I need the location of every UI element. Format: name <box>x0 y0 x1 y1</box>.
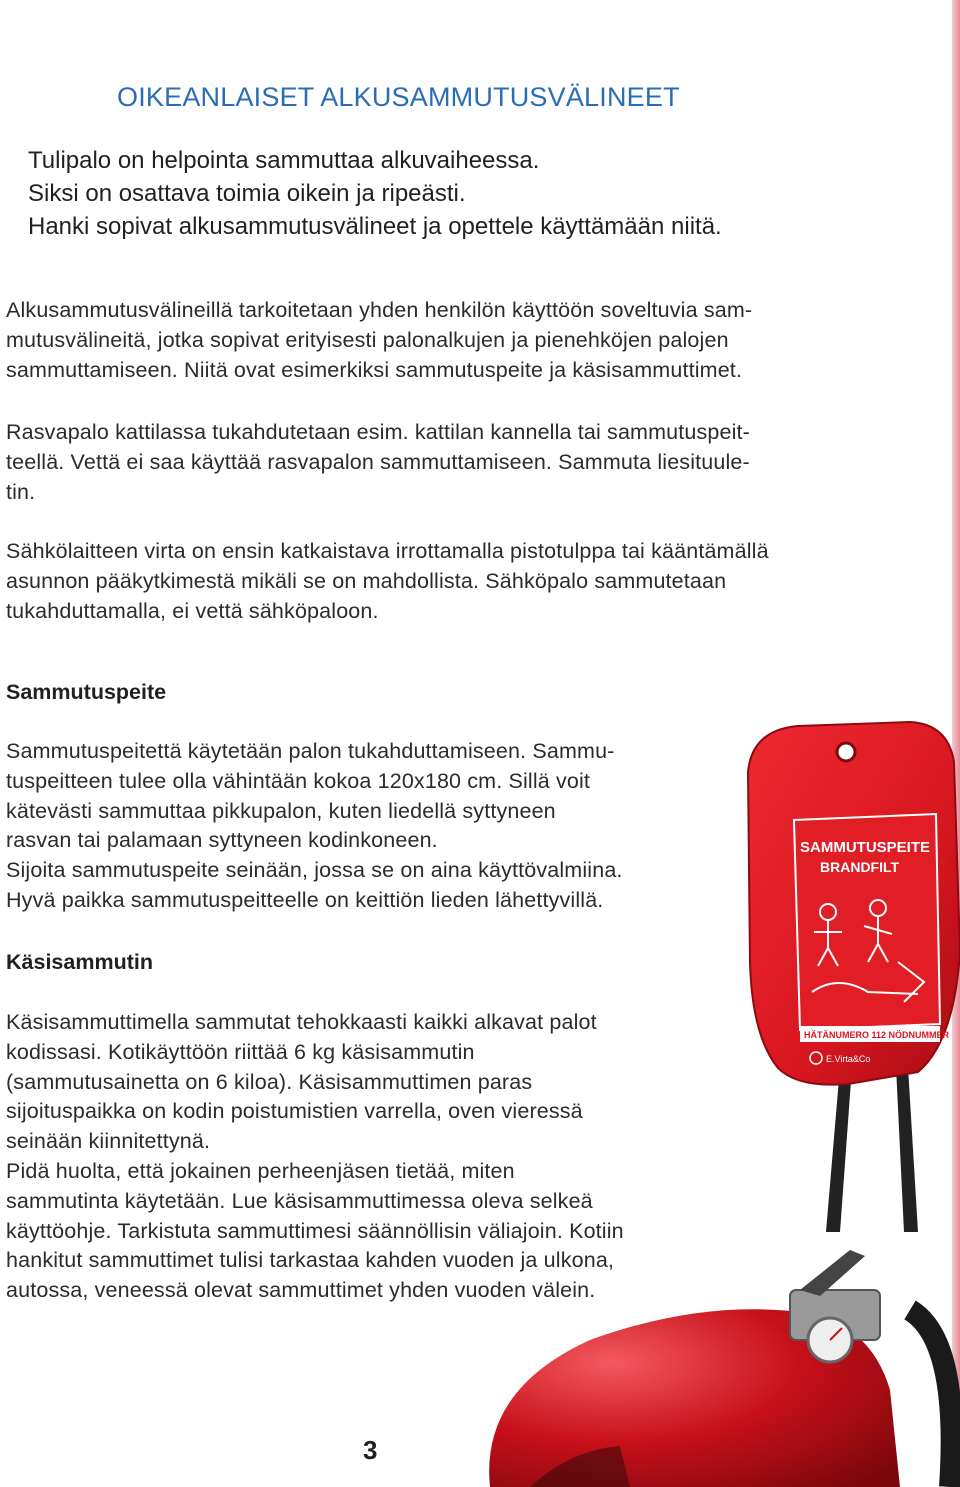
extinguisher-hose <box>910 1310 952 1487</box>
text-line: kodissasi. Kotikäyttöön riittää 6 kg käsisammutin <box>6 1039 475 1064</box>
text-line: mutusvälineitä, jotka sopivat erityisesti palonalkujen ja pienehköjen palojen <box>6 327 729 352</box>
text-line: seinään kiinnitettynä. <box>6 1129 211 1154</box>
text-line: rasvan tai palamaan syttyneen kodinkoneen. <box>6 828 438 853</box>
text-line: Alkusammutusvälineillä tarkoitetaan yhden henkilön käyttöön soveltuvia sam- <box>6 298 753 322</box>
text-line: asunnon pääkytkimestä mikäli se on mahdollista. Sähköpalo sammutetaan <box>6 568 727 593</box>
blanket-label-line2: BRANDFILT <box>820 859 900 875</box>
blanket-strap-left <box>826 1067 852 1232</box>
blanket-strap-right <box>896 1067 918 1232</box>
blanket-emergency-number: HÄTÄNUMERO 112 NÖDNUMMER <box>804 1030 950 1040</box>
text-line: Sähkölaitteen virta on ensin katkaistava irrottamalla pistotulppa tai kääntämällä <box>6 539 769 563</box>
text-line: hankitut sammuttimet tulisi tarkastaa kahden vuoden ja ulkona, <box>6 1248 615 1273</box>
text-line: tukahduttamalla, ei vettä sähköpaloon. <box>6 598 379 623</box>
paragraph-electrical-fire <box>6 537 769 626</box>
intro-line: Siksi on osattava toimia oikein ja ripeästi. <box>28 180 466 207</box>
text-line: Käsisammuttimella sammutat tehokkaasti kaikki alkavat palot <box>6 1010 597 1034</box>
text-line: sammuttamiseen. Niitä ovat esimerkiksi sammutuspeite ja käsisammuttimet. <box>6 357 743 382</box>
text-line: teellä. Vettä ei saa käyttää rasvapalon sammuttamiseen. Sammuta liesituule- <box>6 449 750 474</box>
blanket-label-line1: SAMMUTUSPEITE <box>800 839 931 856</box>
heading-fire-extinguisher: Käsisammutin <box>6 950 153 974</box>
text-line: sijoituspaikka on kodin poistumistien varrella, oven vieressä <box>6 1099 583 1124</box>
text-line: tuspeitteen tulee olla vähintään kokoa 120x180 cm. Sillä voit <box>6 768 591 793</box>
paragraph-fire-blanket <box>6 737 623 916</box>
paragraph-definition <box>6 296 752 385</box>
paragraph-grease-fire <box>6 418 750 507</box>
text-line: (sammutusainetta on 6 kiloa). Käsisammuttimen paras <box>6 1069 533 1094</box>
text-line: Rasvapalo kattilassa tukahdutetaan esim. kattilan kannella tai sammutuspeit- <box>6 420 750 444</box>
text-line: käyttöohje. Tarkistuta sammuttimesi säännöllisin väliajoin. Kotiin <box>6 1218 624 1243</box>
intro-line: Tulipalo on helpointa sammuttaa alkuvaiheessa. <box>28 147 540 174</box>
text-line: autossa, veneessä olevat sammuttimet yhden vuoden välein. <box>6 1278 596 1303</box>
intro-paragraph <box>28 144 908 243</box>
fire-extinguisher-image <box>470 1250 960 1487</box>
page-title: OIKEANLAISET ALKUSAMMUTUSVÄLINEET <box>117 82 680 112</box>
intro-line: Hanki sopivat alkusammutusvälineet ja opettele käyttämään niitä. <box>28 213 722 240</box>
text-line: kätevästi sammuttaa pikkupalon, kuten liedellä syttyneen <box>6 798 556 823</box>
text-line: Pidä huolta, että jokainen perheenjäsen tietää, miten <box>6 1158 515 1183</box>
blanket-brand: E.Virta&Co <box>826 1054 871 1064</box>
page-number: 3 <box>363 1435 378 1465</box>
text-line: sammutinta käytetään. Lue käsisammuttimessa oleva selkeä <box>6 1188 593 1213</box>
heading-fire-blanket: Sammutuspeite <box>6 680 167 704</box>
blanket-hanging-hole <box>837 743 855 761</box>
fire-blanket-image <box>728 712 960 1232</box>
text-line: tin. <box>6 479 36 504</box>
text-line: Sijoita sammutuspeite seinään, jossa se on aina käyttövalmiina. <box>6 858 623 883</box>
text-line: Hyvä paikka sammutuspeitteelle on keittiön lieden lähettyvillä. <box>6 887 604 912</box>
text-line: Sammutuspeitettä käytetään palon tukahduttamiseen. Sammu- <box>6 739 615 763</box>
